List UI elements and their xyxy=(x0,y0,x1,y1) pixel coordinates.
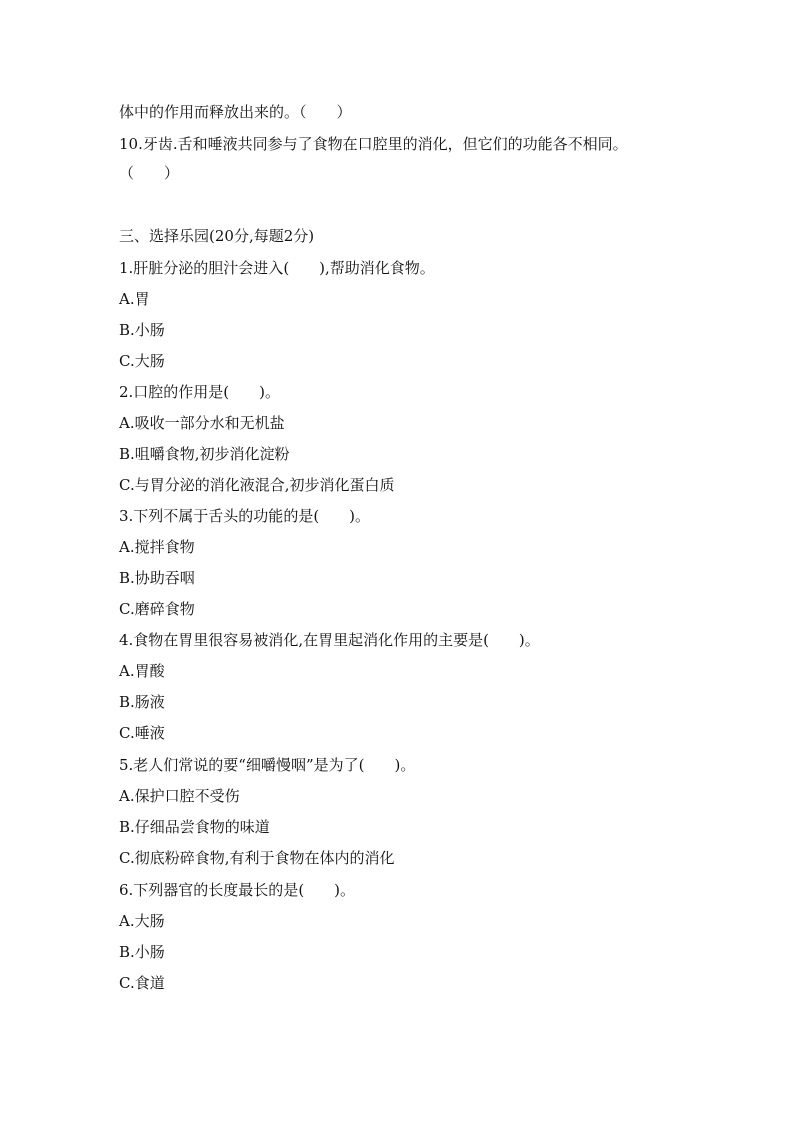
question-6-stem: 6.下列器官的长度最长的是( )。 xyxy=(119,881,356,899)
question-3-option-a: A.搅拌食物 xyxy=(119,538,195,556)
question-4-option-c: C.唾液 xyxy=(119,724,165,742)
question-3-option-b: B.协助吞咽 xyxy=(119,569,195,587)
continued-statement-text: 体中的作用而释放出来的。（ ） xyxy=(119,103,352,121)
question-5-option-b: B.仔细品尝食物的味道 xyxy=(119,818,270,836)
question-4-option-a: A.胃酸 xyxy=(119,662,165,680)
question-1-option-a: A.胃 xyxy=(119,290,150,308)
answer-blank: （ ） xyxy=(119,164,180,182)
question-2-option-c: C.与胃分泌的消化液混合,初步消化蛋白质 xyxy=(119,476,395,494)
question-1-stem: 1.肝脏分泌的胆汁会进入( ),帮助消化食物。 xyxy=(119,259,435,277)
question-5-stem: 5.老人们常说的要“细嚼慢咽”是为了( )。 xyxy=(119,756,416,774)
question-4-option-b: B.肠液 xyxy=(119,693,165,711)
question-1-option-b: B.小肠 xyxy=(119,321,165,339)
question-6-option-c: C.食道 xyxy=(119,974,165,992)
question-6-option-a: A.大肠 xyxy=(119,912,165,930)
question-5-option-a: A.保护口腔不受伤 xyxy=(119,787,240,805)
question-6-option-b: B.小肠 xyxy=(119,943,165,961)
question-4-stem: 4.食物在胃里很容易被消化,在胃里起消化作用的主要是( )。 xyxy=(119,631,540,649)
question-2-option-b: B.咀嚼食物,初步消化淀粉 xyxy=(119,445,290,463)
question-2-stem: 2.口腔的作用是( )。 xyxy=(119,383,281,401)
question-3-option-c: C.磨碎食物 xyxy=(119,600,195,618)
true-false-item-10: 10.牙齿.舌和唾液共同参与了食物在口腔里的消化，但它们的功能各不相同。 xyxy=(119,135,628,153)
question-2-option-a: A.吸收一部分水和无机盐 xyxy=(119,414,285,432)
question-3-stem: 3.下列不属于舌头的功能的是( )。 xyxy=(119,507,371,525)
question-5-option-c: C.彻底粉碎食物,有利于食物在体内的消化 xyxy=(119,849,395,867)
question-1-option-c: C.大肠 xyxy=(119,352,165,370)
section-title: 三、选择乐园(20分,每题2分) xyxy=(119,227,315,245)
